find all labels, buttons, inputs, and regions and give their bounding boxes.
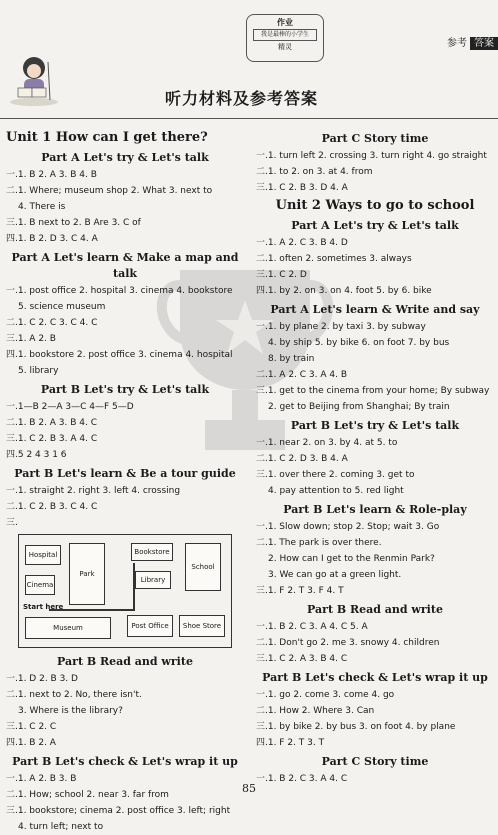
answer-line: 二.1. Don't go 2. me 3. snowy 4. children bbox=[256, 638, 440, 648]
stamp-mid-text: 我是最棒的小学生 bbox=[253, 29, 317, 41]
answer-line: 三.1. get to the cinema from your home; By subway bbox=[256, 386, 490, 396]
answer-line: 四.1. by 2. on 3. on 4. foot 5. by 6. bike bbox=[256, 286, 432, 296]
part-heading: Part B Let's try & Let's talk bbox=[290, 419, 460, 432]
page-header bbox=[0, 0, 498, 122]
answer-line: 4. pay attention to 5. red light bbox=[268, 486, 404, 496]
answer-line: 三. bbox=[6, 518, 18, 528]
answer-line: 二.1. The park is over there. bbox=[256, 538, 382, 548]
part-heading: Part B Let's check & Let's wrap it up bbox=[12, 755, 238, 768]
answer-line: 一.1. B 2. A 3. B 4. B bbox=[6, 170, 97, 180]
unit-heading: Unit 2 Ways to go to school bbox=[275, 198, 475, 213]
answer-line: 三.1. over there 2. coming 3. get to bbox=[256, 470, 415, 480]
tag-right: 答案 bbox=[470, 37, 498, 50]
answer-line: 一.1. by plane 2. by taxi 3. by subway bbox=[256, 322, 426, 332]
answer-line: 三.1. C 2. D bbox=[256, 270, 307, 280]
answer-line: 二.1. to 2. on 3. at 4. from bbox=[256, 167, 373, 177]
header-divider bbox=[0, 118, 498, 119]
answer-line: 8. by train bbox=[268, 354, 315, 364]
answer-line: 三.1. C 2. B 3. A 4. C bbox=[6, 434, 98, 444]
answer-line: 二.1. next to 2. No, there isn't. bbox=[6, 690, 142, 700]
map-park: Park bbox=[69, 543, 105, 605]
page-title: 听力材料及参考答案 bbox=[165, 89, 319, 108]
answer-line: 一.1. D 2. B 3. D bbox=[6, 674, 78, 684]
right-column bbox=[256, 128, 494, 787]
answer-line: 3. We can go at a green light. bbox=[268, 570, 402, 580]
answer-line: 2. get to Beijing from Shanghai; By train bbox=[268, 402, 450, 412]
tag-left: 参考 bbox=[447, 38, 467, 49]
part-heading: Part B Let's learn & Role-play bbox=[283, 503, 467, 516]
part-heading: Part A Let's try & Let's talk bbox=[291, 219, 459, 232]
map-post-office: Post Office bbox=[127, 615, 173, 637]
part-heading: Part B Read and write bbox=[307, 603, 443, 616]
left-column bbox=[6, 128, 244, 835]
map-start-label: Start here bbox=[23, 603, 64, 611]
answer-line: 一.1. near 2. on 3. by 4. at 5. to bbox=[256, 438, 398, 448]
answer-line: 5. library bbox=[18, 366, 59, 376]
answer-line: 四.1. F 2. T 3. T bbox=[256, 738, 325, 748]
answer-line: 4. turn left; next to bbox=[18, 822, 104, 832]
route-map bbox=[18, 534, 232, 648]
part-heading: Part C Story time bbox=[321, 132, 429, 145]
answer-line: 一.1. B 2. C 3. A 4. C 5. A bbox=[256, 622, 368, 632]
map-museum: Museum bbox=[25, 617, 111, 639]
unit-heading: Unit 1 How can I get there? bbox=[6, 130, 208, 145]
map-route-line-2 bbox=[133, 563, 135, 611]
answer-line: 四.5 2 4 3 1 6 bbox=[6, 450, 67, 460]
part-heading: Part B Let's learn & Be a tour guide bbox=[14, 467, 236, 480]
stamp-top-text: 作业 bbox=[277, 18, 293, 27]
answer-line: 一.1. turn left 2. crossing 3. turn right 4. go straight bbox=[256, 151, 487, 161]
part-heading: Part B Let's try & Let's talk bbox=[40, 383, 210, 396]
logo-stamp bbox=[246, 14, 324, 62]
answer-line: 一.1. post office 2. hospital 3. cinema 4. bookstore bbox=[6, 286, 233, 296]
answer-line: 一.1. Slow down; stop 2. Stop; wait 3. Go bbox=[256, 522, 440, 532]
answer-line: 三.1. F 2. T 3. F 4. T bbox=[256, 586, 344, 596]
map-school: School bbox=[185, 543, 221, 591]
answer-line: 四.1. B 2. A bbox=[6, 738, 56, 748]
answer-line: 3. Where is the library? bbox=[18, 706, 123, 716]
answer-line: 4. There is bbox=[18, 202, 66, 212]
answer-line: 二.1. How 2. Where 3. Can bbox=[256, 706, 375, 716]
answer-line: 一.1—B 2—A 3—C 4—F 5—D bbox=[6, 402, 134, 412]
map-bookstore: Bookstore bbox=[131, 543, 173, 561]
answer-line: 二.1. often 2. sometimes 3. always bbox=[256, 254, 412, 264]
answer-line: 三.1. by bike 2. by bus 3. on foot 4. by plane bbox=[256, 722, 456, 732]
part-heading: Part B Let's check & Let's wrap it up bbox=[262, 671, 488, 684]
answer-line: 2. How can I get to the Renmin Park? bbox=[268, 554, 435, 564]
answer-line: 4. by ship 5. by bike 6. on foot 7. by bus bbox=[268, 338, 450, 348]
map-route-line bbox=[49, 609, 135, 611]
answer-line: 三.1. bookstore; cinema 2. post office 3. left; right bbox=[6, 806, 231, 816]
answer-line: 5. science museum bbox=[18, 302, 106, 312]
part-heading: Part C Story time bbox=[321, 755, 429, 768]
answer-line: 一.1. A 2. C 3. B 4. D bbox=[256, 238, 348, 248]
map-library: Library bbox=[135, 571, 171, 589]
part-heading: Part B Read and write bbox=[57, 655, 193, 668]
map-hospital: Hospital bbox=[25, 545, 61, 565]
answer-line: 三.1. C 2. B 3. D 4. A bbox=[256, 183, 348, 193]
answer-line: 三.1. C 2. A 3. B 4. C bbox=[256, 654, 348, 664]
answer-tag bbox=[444, 34, 498, 49]
answer-line: 二.1. A 2. C 3. A 4. B bbox=[256, 370, 348, 380]
part-heading: Part A Let's try & Let's talk bbox=[41, 151, 209, 164]
answer-line: 一.1. A 2. B 3. B bbox=[6, 774, 77, 784]
answer-line: 四.1. bookstore 2. post office 3. cinema 4. hospital bbox=[6, 350, 233, 360]
answer-line: 一.1. go 2. come 3. come 4. go bbox=[256, 690, 395, 700]
answer-line: 二.1. C 2. C 3. C 4. C bbox=[6, 318, 98, 328]
map-cinema: Cinema bbox=[25, 575, 55, 595]
stamp-bottom-text: 精灵 bbox=[278, 43, 292, 51]
answer-line: 一.1. B 2. C 3. A 4. C bbox=[256, 774, 348, 784]
answer-line: 二.1. B 2. A 3. B 4. C bbox=[6, 418, 98, 428]
map-shoe-store: Shoe Store bbox=[179, 615, 225, 637]
part-heading: Part A Let's learn & Make a map and talk bbox=[11, 251, 239, 280]
answer-line: 二.1. C 2. D 3. B 4. A bbox=[256, 454, 348, 464]
part-heading: Part A Let's learn & Write and say bbox=[270, 303, 480, 316]
answer-line: 二.1. C 2. B 3. C 4. C bbox=[6, 502, 98, 512]
girl-reading-icon bbox=[6, 52, 62, 108]
answer-line: 一.1. straight 2. right 3. left 4. crossing bbox=[6, 486, 181, 496]
page-number: 85 bbox=[242, 782, 256, 795]
answer-line: 三.1. A 2. B bbox=[6, 334, 56, 344]
answer-line: 三.1. C 2. C bbox=[6, 722, 57, 732]
answer-line: 三.1. B next to 2. B Are 3. C of bbox=[6, 218, 141, 228]
answer-line: 四.1. B 2. D 3. C 4. A bbox=[6, 234, 98, 244]
answer-line: 二.1. Where; museum shop 2. What 3. next to bbox=[6, 186, 213, 196]
answer-line: 二.1. How; school 2. near 3. far from bbox=[6, 790, 169, 800]
